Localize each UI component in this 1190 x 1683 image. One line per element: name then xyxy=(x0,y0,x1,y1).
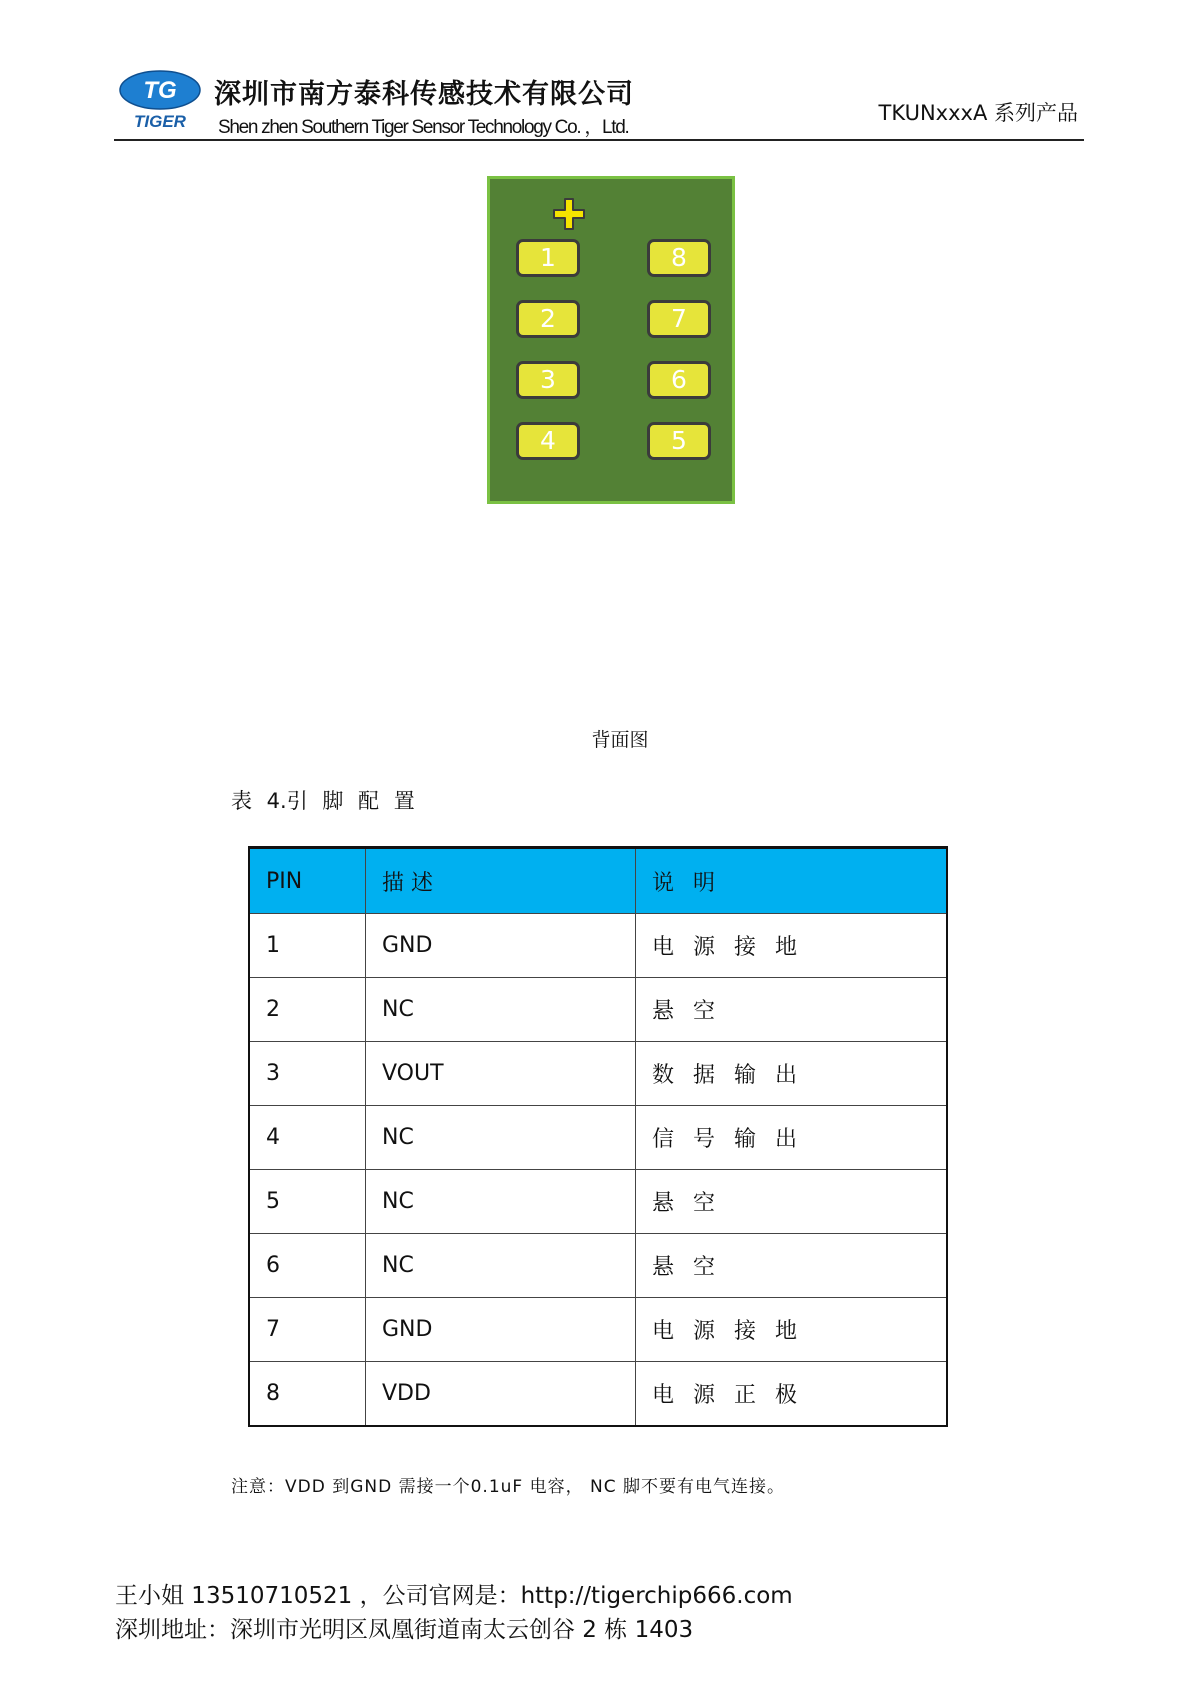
address-info: 深圳地址：深圳市光明区凤凰街道南太云创谷 2 栋 1403 xyxy=(115,1617,694,1643)
header-description: 描 述 xyxy=(366,848,636,914)
pad-3: 3 xyxy=(516,361,580,399)
table-row xyxy=(249,1170,947,1234)
pin-explanation: 电 源 接 地 xyxy=(636,914,948,978)
product-series: TKUNxxxA 系列产品 xyxy=(878,101,1078,125)
pin-number: 7 xyxy=(249,1298,366,1362)
pin-explanation: 悬 空 xyxy=(636,1234,948,1298)
wiring-note: 注意：VDD 到GND 需接一个0.1uF 电容， NC 脚不要有电气连接。 xyxy=(231,1477,785,1497)
table-row xyxy=(249,1106,947,1170)
pin-number: 3 xyxy=(249,1042,366,1106)
pin-description: GND xyxy=(366,1298,636,1362)
pin-explanation: 悬 空 xyxy=(636,978,948,1042)
pin-configuration-table xyxy=(248,846,948,1427)
pad-8: 8 xyxy=(647,239,711,277)
pin-description: NC xyxy=(366,1106,636,1170)
table-row xyxy=(249,978,947,1042)
plus-icon xyxy=(552,197,586,231)
pin-explanation: 电 源 正 极 xyxy=(636,1362,948,1427)
pin-explanation: 电 源 接 地 xyxy=(636,1298,948,1362)
pin-description: NC xyxy=(366,1170,636,1234)
pin-description: VOUT xyxy=(366,1042,636,1106)
pin-number: 1 xyxy=(249,914,366,978)
pad-4: 4 xyxy=(516,422,580,460)
pin-explanation: 信 号 输 出 xyxy=(636,1106,948,1170)
pin-diagram-board xyxy=(487,176,735,504)
logo-wordmark: TIGER xyxy=(134,112,186,131)
pin-number: 8 xyxy=(249,1362,366,1427)
table-row xyxy=(249,914,947,978)
table-row xyxy=(249,1362,947,1427)
pin-number: 5 xyxy=(249,1170,366,1234)
company-name-cn: 深圳市南方泰科传感技术有限公司 xyxy=(214,79,634,110)
header-explanation: 说 明 xyxy=(636,848,948,914)
contact-info: 王小姐 13510710521 ，公司官网是：http://tigerchip666.com xyxy=(115,1583,793,1609)
table-row xyxy=(249,1298,947,1362)
pad-2: 2 xyxy=(516,300,580,338)
logo-initials: TG xyxy=(143,77,177,104)
table-header-row xyxy=(249,848,947,914)
header-divider xyxy=(114,139,1084,141)
pin-description: GND xyxy=(366,914,636,978)
pad-6: 6 xyxy=(647,361,711,399)
pin-number: 4 xyxy=(249,1106,366,1170)
pin-explanation: 数 据 输 出 xyxy=(636,1042,948,1106)
company-logo xyxy=(118,68,202,132)
pad-7: 7 xyxy=(647,300,711,338)
pin-description: VDD xyxy=(366,1362,636,1427)
pin-description: NC xyxy=(366,978,636,1042)
pad-5: 5 xyxy=(647,422,711,460)
company-name-en: Shen zhen Southern Tiger Sensor Technology Co. ，Ltd. xyxy=(218,117,629,138)
pin-description: NC xyxy=(366,1234,636,1298)
diagram-caption: 背面图 xyxy=(591,729,649,751)
pad-1: 1 xyxy=(516,239,580,277)
pin-explanation: 悬 空 xyxy=(636,1170,948,1234)
table-title: 表 4.引 脚 配 置 xyxy=(231,789,415,813)
table-row xyxy=(249,1042,947,1106)
table-row xyxy=(249,1234,947,1298)
pin-number: 6 xyxy=(249,1234,366,1298)
pin-number: 2 xyxy=(249,978,366,1042)
header-pin: PIN xyxy=(249,848,366,914)
